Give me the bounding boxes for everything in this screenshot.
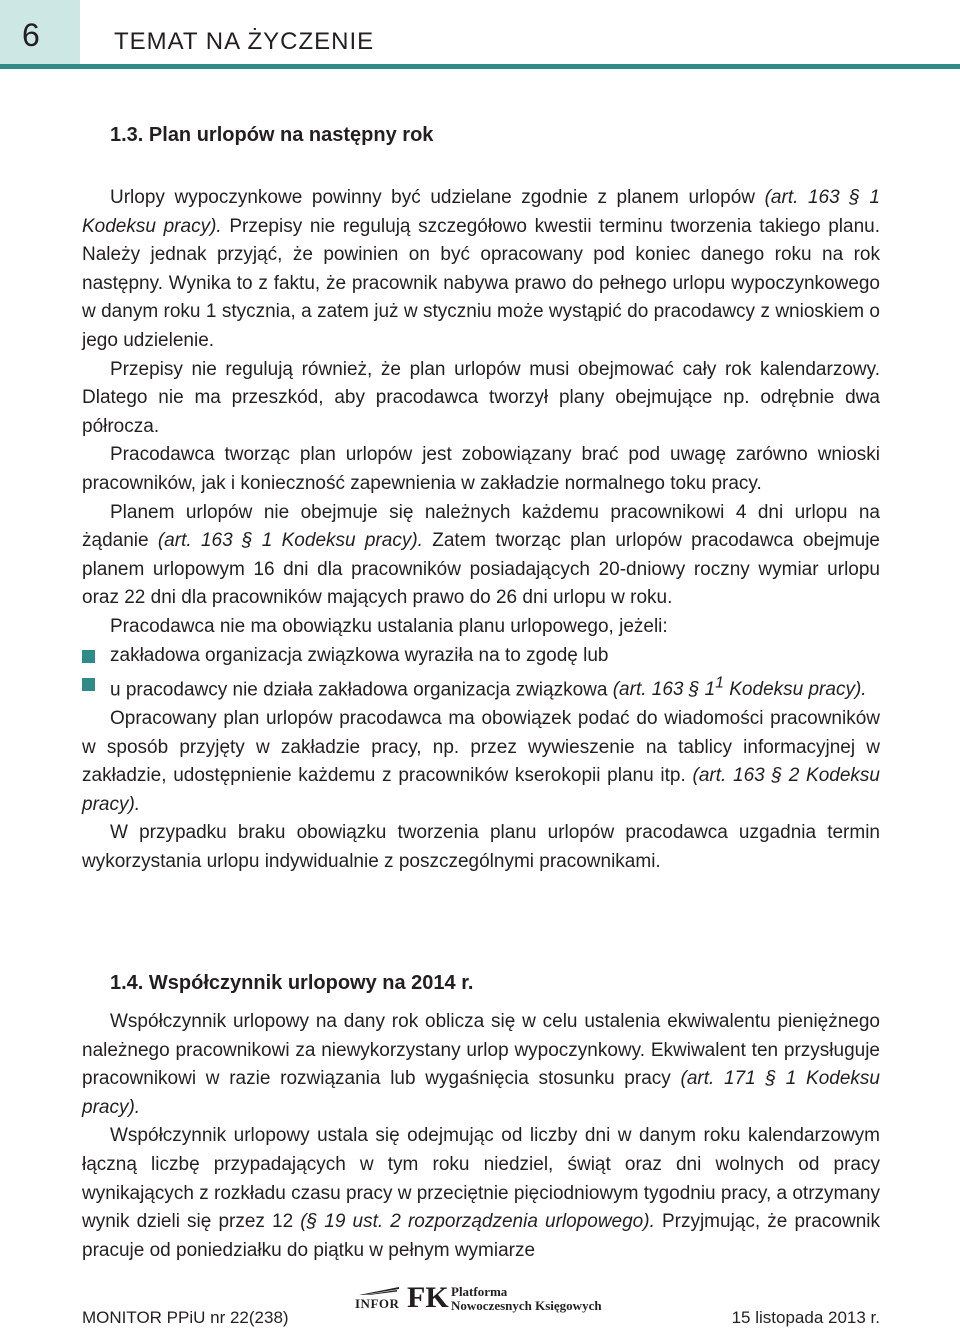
bullet-list bbox=[82, 642, 880, 706]
footer-date: 15 listopada 2013 r. bbox=[731, 1308, 880, 1327]
bullet-square-icon bbox=[82, 678, 95, 691]
section-title: TEMAT NA ŻYCZENIE bbox=[114, 28, 375, 55]
paragraph: Opracowany plan urlopów pracodawca ma obowiązek podać do wiadomości pracowników w sposób przyjęty w zakładzie pracy, np. przez wywieszenie na tablicy informacyjnej w zakładzie, udostępnienie każdemu z pracowników kserokopii planu itp. (art. 163 § 2 Kodeksu pracy). bbox=[82, 708, 880, 815]
section-1-4-body bbox=[82, 1008, 880, 1265]
legal-reference: (art. 171 § 1 Kodeksu pracy). bbox=[82, 1068, 881, 1118]
publisher-logo: INFOR FK Platforma Nowoczesnych Księgowych bbox=[355, 1281, 602, 1314]
paragraph: Urlopy wypoczynkowe powinny być udzielane zgodnie z planem urlopów (art. 163 § 1 Kodeksu pracy). Przepisy nie regulują szczegółowo kwestii terminu tworzenia takiego planu. Należy jednak przyjąć, że powinien on być opracowany pod koniec danego roku na rok następny. Wynika to z faktu, że pracownik nabywa prawo do pełnego urlopu wypoczynkowego w danym roku 1 stycznia, a zatem już w styczniu może wystąpić do pracodawcy z wnioskiem o jego udzielenie. bbox=[82, 187, 881, 351]
footer-publication: MONITOR PPiU nr 22(238) bbox=[82, 1308, 289, 1327]
legal-reference: (art. 163 § $1^1$ Kodeksu pracy). bbox=[612, 675, 867, 701]
legal-reference: (art. 163 § 1 Kodeksu pracy). bbox=[157, 530, 423, 552]
legal-reference: (art. 163 § 2 Kodeksu pracy). bbox=[82, 765, 880, 815]
page-number: 6 bbox=[22, 17, 40, 53]
section-1-3-body bbox=[82, 184, 880, 877]
paragraph: Współczynnik urlopowy na dany rok oblicza się w celu ustalenia ekwiwalentu pieniężnego należnego pracownikowi za niewykorzystany urlop wypoczynkowy. Ekwiwalent ten przysługuje pracownikowi w razie rozwiązania lub wygaśnięcia stosunku pracy (art. 171 § 1 Kodeksu pracy). bbox=[82, 1011, 881, 1118]
legal-reference: (art. 163 § 1 Kodeksu pracy). bbox=[82, 187, 881, 237]
paragraph: Współczynnik urlopowy ustala się odejmując od liczby dni w danym roku kalendarzowym łączną liczbę przypadających w tym roku niedziel, świąt oraz dni wolnych od pracy wynikających z rozkładu czasu pracy w przeciętnie pięciodniowym tygodniu pracy, a otrzymany wynik dzieli się przez 12 (§ 19 ust. 2 rozporządzenia urlopowego). Przyjmując, że pracownik pracuje od poniedziałku do piątku w pełnym wymiarze bbox=[82, 1125, 880, 1261]
paragraph: Przepisy nie regulują również, że plan urlopów musi obejmować cały rok kalendarzowy. Dlatego nie ma przeszkód, aby pracodawca tworzył plany obejmujące np. odrębnie dwa półrocza. bbox=[82, 358, 880, 437]
header-rule bbox=[0, 64, 960, 69]
wing-icon bbox=[359, 1286, 399, 1296]
paragraph: Pracodawca nie ma obowiązku ustalania planu urlopowego, jeżeli: bbox=[110, 615, 668, 637]
paragraph: W przypadku braku obowiązku tworzenia planu urlopów pracodawca uzgadnia termin wykorzystania urlopu indywidualnie z poszczególnymi pracownikami. bbox=[82, 822, 880, 872]
bullet-square-icon bbox=[82, 650, 95, 663]
heading-1-3: 1.3. Plan urlopów na następny rok bbox=[110, 124, 434, 146]
legal-reference: (§ 19 ust. 2 rozporządzenia urlopowego). bbox=[300, 1211, 655, 1233]
paragraph: Planem urlopów nie obejmuje się należnych każdemu pracownikowi 4 dni urlopu na żądanie (art. 163 § 1 Kodeksu pracy). Zatem tworząc plan urlopów pracodawca obejmuje planem urlopowym 16 dni dla pracowników posiadających 20-dniowy roczny wymiar urlopu oraz 22 dni dla pracowników mających prawo do 26 dni urlopu w roku. bbox=[82, 501, 880, 609]
heading-1-4: 1.4. Współczynnik urlopowy na 2014 r. bbox=[110, 972, 474, 994]
list-item: u pracodawcy nie działa zakładowa organizacja związkowa (art. 163 § $1^1$ Kodeksu pracy). bbox=[82, 670, 880, 705]
paragraph: Pracodawca tworząc plan urlopów jest zobowiązany brać pod uwagę zarówno wnioski pracowników, jak i konieczność zapewnienia w zakładzie normalnego toku pracy. bbox=[82, 444, 880, 494]
list-item: zakładowa organizacja związkowa wyraziła na to zgodę lub bbox=[82, 642, 880, 671]
